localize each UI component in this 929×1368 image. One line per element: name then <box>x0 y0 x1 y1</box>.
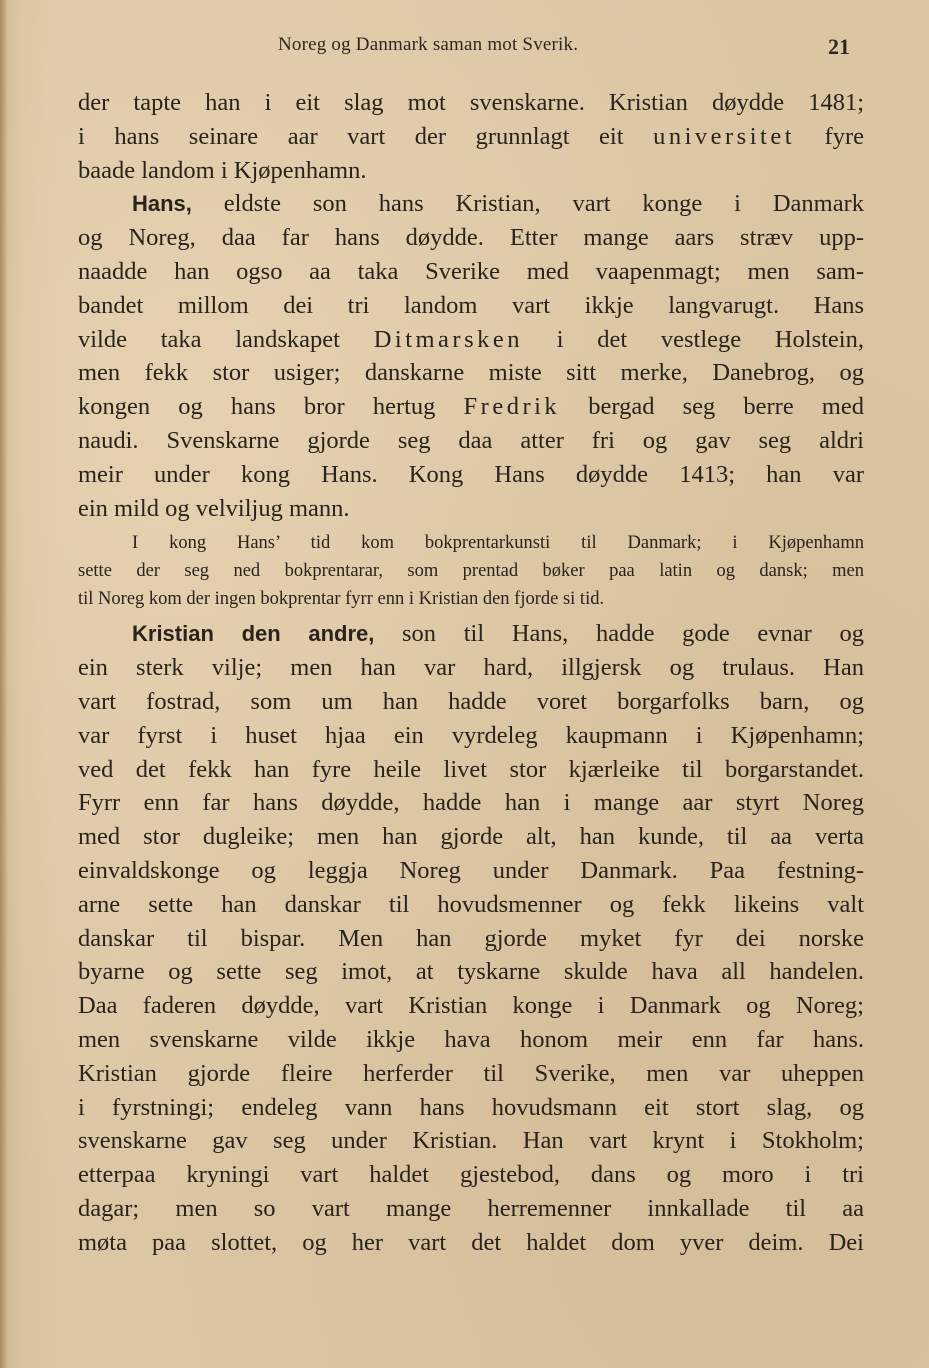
text-line: baade landom i Kjøpenhamn. <box>78 156 367 184</box>
body-text <box>78 86 864 1260</box>
text-line: var fyrst i huset hjaa ein vyrdeleg kaupmann i Kjøpenhamn; <box>78 721 864 749</box>
text-line: dagar; men so vart mange herremenner innkallade til aa <box>78 1194 864 1222</box>
text-line: danskar til bispar. Men han gjorde myket fyr dei norske <box>78 924 864 952</box>
text-line <box>78 120 864 154</box>
text-line: ein mild og velviljug mann. <box>78 494 350 522</box>
text-line: i fyrstningi; endeleg vann hans hovudsmann eit stort slag, og <box>78 1093 864 1121</box>
text-line <box>78 323 864 357</box>
text-line: møta paa slottet, og her vart det haldet dom yver deim. Dei <box>78 1228 864 1256</box>
note-line: til Noreg kom der ingen bokprentar fyrr enn i Kristian den fjorde si tid. <box>78 589 605 610</box>
text-line: og Noreg, daa far hans døydde. Etter mange aars stræv upp- <box>78 224 864 252</box>
text-run: eldste son hans Kristian, vart konge i Danmark <box>191 190 864 218</box>
text-line: ved det fekk han fyre heile livet stor kjærleike til borgarstandet. <box>78 755 864 783</box>
emphasis-spaced: Fredrik <box>463 393 561 421</box>
text-line: naadde han ogso aa taka Sverike med vaapenmagt; men sam- <box>78 257 864 285</box>
text-run: fyre <box>795 122 864 150</box>
text-run: vilde taka landskapet <box>78 325 374 353</box>
section-heading-hans: Hans, <box>132 191 192 217</box>
text-line: ein sterk vilje; men han var hard, illgjersk og trulaus. Han <box>78 654 864 682</box>
text-run: kongen og hans bror hertug <box>78 393 464 421</box>
text-line: men fekk stor usiger; danskarne miste sitt merke, Danebrog, og <box>78 359 864 387</box>
text-line <box>78 390 864 424</box>
text-line: bandet millom dei tri landom vart ikkje langvarugt. Hans <box>78 291 864 319</box>
text-line: men svenskarne vilde ikkje hava honom meir enn far hans. <box>78 1025 864 1053</box>
text-line: Daa faderen døydde, vart Kristian konge i Danmark og Noreg; <box>78 992 864 1020</box>
text-line: Kristian gjorde fleire herferder til Sverike, men var uheppen <box>78 1059 864 1087</box>
text-line: byarne og sette seg imot, at tyskarne skulde hava all handelen. <box>78 958 864 986</box>
text-line: svenskarne gav seg under Kristian. Han vart krynt i Stokholm; <box>78 1127 864 1155</box>
text-line: naudi. Svenskarne gjorde seg daa atter fri og gav seg aldri <box>78 426 864 454</box>
text-run: bergad seg berre med <box>560 393 864 421</box>
text-line: meir under kong Hans. Kong Hans døydde 1413; han var <box>78 460 864 488</box>
text-line <box>78 187 864 221</box>
page-edge-shadow <box>0 0 8 1368</box>
text-run: i hans seinare aar vart der grunnlagt eit <box>78 122 654 150</box>
text-line: arne sette han danskar til hovudsmenner og fekk likeins valt <box>78 890 864 918</box>
running-head: Noreg og Danmark saman mot Sverik. <box>278 34 579 55</box>
text-line <box>78 617 864 651</box>
text-line: vart fostrad, som um han hadde voret borgarfolks barn, og <box>78 687 864 715</box>
text-run: i det vestlege Holstein, <box>523 325 864 353</box>
section-heading-kristian: Kristian den andre, <box>132 621 375 647</box>
text-run: son til Hans, hadde gode evnar og <box>374 620 864 648</box>
note-line: I kong Hans’ tid kom bokprentarkunsti til Danmark; i Kjøpenhamn <box>132 533 864 554</box>
emphasis-spaced: universitet <box>653 122 795 150</box>
note-line: sette der seg ned bokprentarar, som prentad bøker paa latin og dansk; men <box>78 561 864 582</box>
text-line: etterpaa kryningi vart haldet gjestebod, dans og moro i tri <box>78 1161 864 1189</box>
text-line: der tapte han i eit slag mot svenskarne. Kristian døydde 1481; <box>78 89 864 116</box>
emphasis-spaced: Ditmarsken <box>373 325 523 353</box>
text-line: einvaldskonge og leggja Noreg under Danmark. Paa festning- <box>78 856 864 884</box>
text-line: med stor dugleike; men han gjorde alt, han kunde, til aa verta <box>78 823 864 851</box>
text-line: Fyrr enn far hans døydde, hadde han i mange aar styrt Noreg <box>78 789 864 817</box>
page-number: 21 <box>828 34 850 59</box>
